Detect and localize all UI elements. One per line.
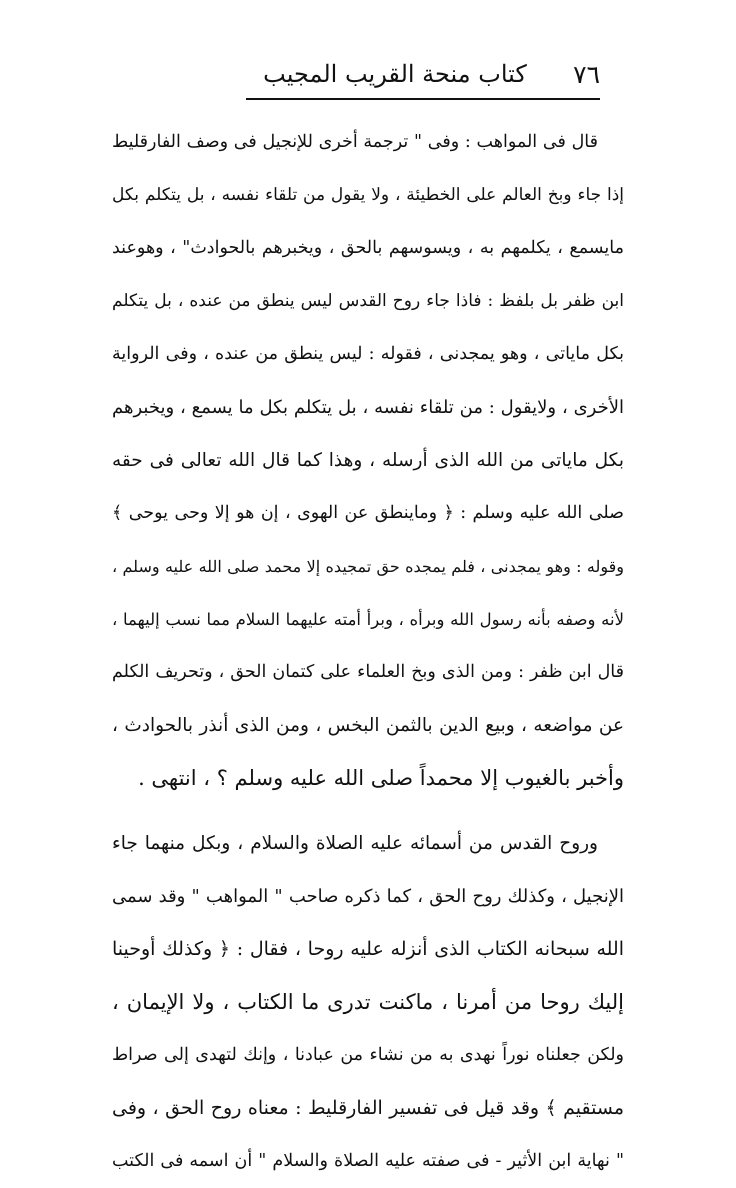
text-line: قال ابن ظفر : ومن الذى وبخ العلماء على كتمان الحق ، وتحريف الكلم [112, 662, 624, 682]
text-line: الأخرى ، ولايقول : من تلقاء نفسه ، بل يتكلم بكل ما يسمع ، ويخبرهم [112, 397, 624, 418]
page-number: ٧٦ [573, 60, 600, 89]
text-line: مستقيم ﴾ وقد قيل فى تفسير الفارقليط : معناه روح الحق ، وفى [112, 1097, 624, 1119]
paragraph-gap [112, 805, 624, 817]
text-line: الله سبحانه الكتاب الذى أنزله عليه روحا ، فقال : ﴿ وكذلك أوحينا [112, 938, 624, 960]
text-line: وروح القدس من أسمائه عليه الصلاة والسلام ، وبكل منهما جاء [112, 833, 598, 854]
text-line: لأنه وصفه بأنه رسول الله وبرأه ، وبرأ أمته عليهما السلام مما نسب إليهما ، [112, 610, 624, 629]
text-line: إذا جاء وبخ العالم على الخطيئة ، ولا يقول من تلقاء نفسه ، بل يتكلم بكل [112, 185, 624, 205]
text-line: عن مواضعه ، وبيع الدين بالثمن البخس ، ومن الذى أنذر بالحوادث ، [112, 715, 624, 736]
text-line: بكل ماياتى ، وهو يمجدنى ، فقوله : ليس ينطق من عنده ، وفى الرواية [112, 344, 624, 364]
text-line: وقوله : وهو يمجدنى ، فلم يمجده حق تمجيده إلا محمد صلى الله عليه وسلم ، [112, 557, 624, 576]
header-rule [246, 98, 600, 100]
text-line: الإنجيل ، وكذلك روح الحق ، كما ذكره صاحب " المواهب " وقد سمى [112, 886, 624, 907]
text-line: قال فى المواهب : وفى " ترجمة أخرى للإنجيل فى وصف الفارقليط [112, 132, 598, 152]
page-header [246, 58, 600, 98]
paragraph [112, 817, 624, 1188]
paragraph [112, 116, 624, 805]
page-body [112, 116, 624, 1188]
text-line: ابن ظفر بل بلفظ : فاذا جاء روح القدس ليس ينطق من عنده ، بل يتكلم [112, 291, 624, 311]
book-title: كتاب منحة القريب المجيب [263, 60, 527, 88]
text-line: وأخبر بالغيوب إلا محمداً صلى الله عليه وسلم ؟ ، انتهى . [138, 766, 624, 790]
text-line: ولكن جعلناه نوراً نهدى به من نشاء من عبادنا ، وإنك لتهدى إلى صراط [112, 1045, 624, 1065]
text-line: بكل ماياتى من الله الذى أرسله ، وهذا كما قال الله تعالى فى حقه [112, 450, 624, 471]
text-line: صلى الله عليه وسلم : ﴿ وماينطق عن الهوى ، إن هو إلا وحى يوحى ﴾ [112, 503, 624, 523]
text-line: " نهاية ابن الأثير - فى صفته عليه الصلاة والسلام " أن اسمه فى الكتب [112, 1151, 624, 1171]
text-line: إليك روحا من أمرنا ، ماكنت تدرى ما الكتاب ، ولا الإيمان ، [112, 990, 624, 1014]
text-line: مايسمع ، يكلمهم به ، ويسوسهم بالحق ، ويخبرهم بالحوادث" ، وهوعند [112, 238, 624, 258]
